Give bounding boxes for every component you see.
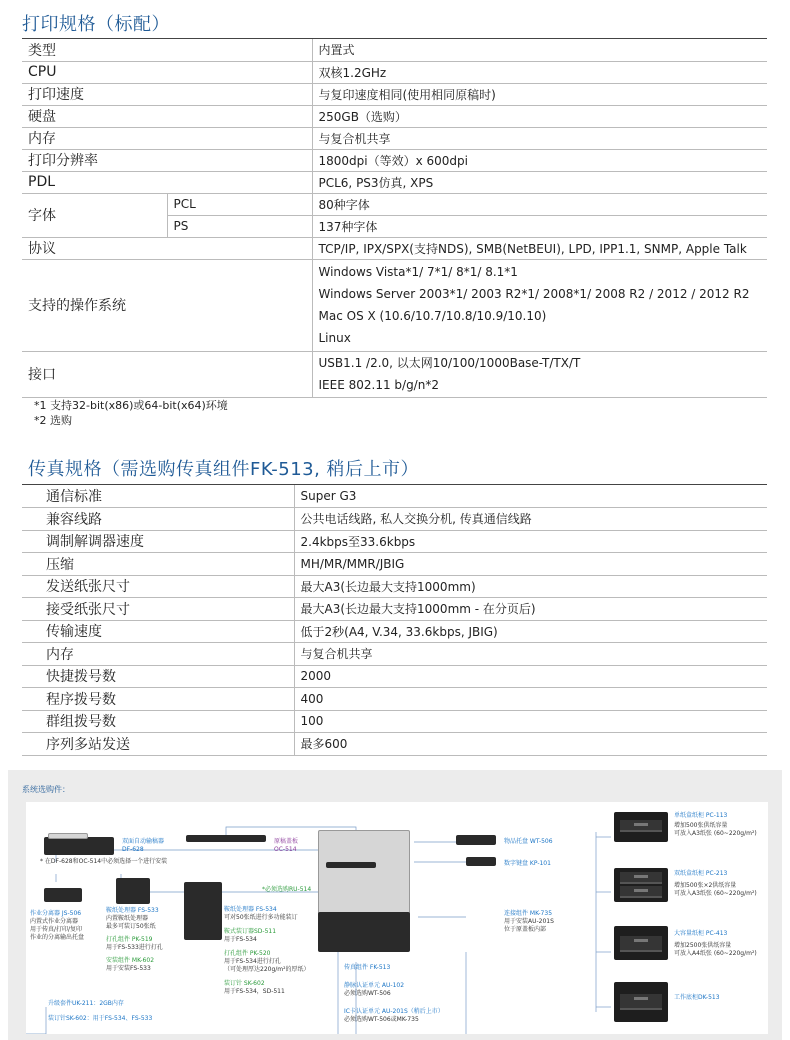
spec-value: PCL6, PS3仿真, XPS [312, 171, 767, 193]
print-spec-notes [34, 398, 228, 428]
spec-value-line: IEEE 802.11 b/g/n*2 [318, 378, 439, 392]
fax-spec-row [22, 598, 767, 621]
job-separator-image [44, 888, 82, 902]
spec-value: 公共电话线路, 私人交换分机, 传真通信线路 [294, 508, 767, 531]
fax-spec-row [22, 688, 767, 711]
mk735-desc-2: 位于原盖板内部 [504, 926, 547, 933]
fs533-title: 鞍纸处理器 FS-533 [106, 907, 159, 914]
work-tray-image [456, 835, 496, 845]
spec-key: 快捷拨号数 [22, 665, 294, 688]
uk211-label: 升级套件UK-211：2GB内存 [48, 1000, 124, 1007]
print-spec-row [22, 61, 767, 83]
pc213-desc-2: 可放入A3纸张 (60~220g/m²) [674, 890, 757, 897]
options-title: 系统选购件： [22, 785, 70, 794]
fs534-desc: 可对50张纸进行多功能装订 [224, 914, 298, 921]
print-spec-row [22, 171, 767, 193]
print-spec-row [22, 105, 767, 127]
adf-note: * 在DF-628和OC-514中必须选择一个进行安装 [40, 858, 168, 865]
spec-key: 支持的操作系统 [22, 259, 312, 351]
spec-value: 与复合机共享 [294, 643, 767, 666]
fax-spec-row [22, 665, 767, 688]
fax-spec-row [22, 575, 767, 598]
spec-value-line: USB1.1 /2.0, 以太网10/100/1000Base-T/TX/T [318, 356, 581, 370]
mfp-panel-image [326, 862, 376, 868]
dk513-label: 工作底柜DK-513 [674, 994, 720, 1001]
fax-spec-table [22, 485, 767, 756]
print-spec-row [22, 39, 767, 61]
spec-key: PDL [22, 171, 312, 193]
pk519-desc: 用于FS-533进行打孔 [106, 944, 163, 951]
work-tray-label: 物品托盘 WT-506 [504, 838, 553, 845]
fax-spec-row [22, 733, 767, 756]
spec-key: 内存 [22, 127, 312, 149]
spec-value: 最大A3(长边最大支持1000mm) [294, 575, 767, 598]
pc113-image [614, 812, 668, 842]
note-1: *1 支持32-bit(x86)或64-bit(x64)环境 [34, 399, 228, 412]
print-spec-row [22, 83, 767, 105]
print-spec-row [22, 127, 767, 149]
mk602-desc: 用于安装FS-533 [106, 965, 151, 972]
pk519-title: 打孔组件 PK-519 [106, 936, 153, 943]
spec-subkey: PCL [167, 193, 312, 215]
spec-value: Super G3 [294, 485, 767, 508]
au201s-title: IC卡认证单元 AU-201S（稍后上市） [344, 1008, 444, 1015]
print-spec-row [22, 149, 767, 171]
js506-desc-3: 作业的分离输出托盘 [30, 934, 85, 941]
keypad-label: 数字键盘 KP-101 [504, 860, 551, 867]
spec-value-line: Mac OS X (10.6/10.7/10.8/10.9/10.10) [318, 309, 547, 323]
spec-value: 2000 [294, 665, 767, 688]
pc113-desc-2: 可放入A3纸张 (60~220g/m²) [674, 830, 757, 837]
cover-name: 原稿盖板 [274, 838, 299, 845]
ru514-note: *必须选购RU-514 [262, 886, 312, 893]
cover-model: OC-514 [274, 846, 297, 853]
spec-key: 程序拨号数 [22, 688, 294, 711]
pk520-desc-2: （可处理厚达220g/m²的厚纸） [224, 966, 310, 973]
js506-desc-1: 内置式作业分离器 [30, 918, 79, 925]
spec-key: 兼容线路 [22, 508, 294, 531]
spec-key: 序列多站发送 [22, 733, 294, 756]
au102-desc: 必须选购WT-506 [344, 990, 391, 997]
spec-value: TCP/IP, IPX/SPX(支持NDS), SMB(NetBEUI), LPD, IPP1.1, SNMP, Apple Talk [312, 237, 767, 259]
fax-spec-row [22, 643, 767, 666]
sd511-desc: 用于FS-534 [224, 936, 257, 943]
options-panel [26, 802, 768, 1034]
spec-value: 双核1.2GHz [312, 61, 767, 83]
spec-subkey: PS [167, 215, 312, 237]
js506-title: 作业分离器 JS-506 [30, 910, 82, 917]
sk602-desc: 用于FS-534，SD-511 [224, 988, 285, 995]
spec-value: MH/MR/MMR/JBIG [294, 553, 767, 576]
spec-value: 1800dpi（等效）x 600dpi [312, 149, 767, 171]
spec-key: 接口 [22, 351, 312, 397]
spec-value: 80种字体 [312, 193, 767, 215]
fax-spec-row [22, 710, 767, 733]
fax-spec-row [22, 508, 767, 531]
spec-key: CPU [22, 61, 312, 83]
spec-value: 100 [294, 710, 767, 733]
sd511-title: 鞍式装订器SD-511 [224, 928, 277, 935]
spec-key: 群组拨号数 [22, 710, 294, 733]
fax-spec-row [22, 553, 767, 576]
spec-value: 低于2秒(A4, V.34, 33.6kbps, JBIG) [294, 620, 767, 643]
pk520-title: 打孔组件 PK-520 [224, 950, 271, 957]
spec-value: 400 [294, 688, 767, 711]
mfp-base-image [318, 912, 410, 952]
sk602-title: 装订针 SK-602 [224, 980, 265, 987]
print-spec-row [22, 237, 767, 259]
pk520-desc-1: 用于FS-534进行打孔 [224, 958, 281, 965]
spec-key: 字体 [22, 193, 167, 237]
pc213-title: 双纸盒纸柜 PC-213 [674, 870, 728, 877]
js506-desc-2: 用于传真/打印/复印 [30, 926, 83, 933]
print-spec-row [22, 259, 767, 351]
spec-value: 最多600 [294, 733, 767, 756]
spec-key: 类型 [22, 39, 312, 61]
mk602-title: 安装组件 MK-602 [106, 957, 155, 964]
fs533-desc-2: 最多可装订50张纸 [106, 923, 156, 930]
print-spec-title: 打印规格（标配） [22, 14, 170, 35]
spec-key: 压缩 [22, 553, 294, 576]
au102-title: 静脉认证单元 AU-102 [344, 982, 405, 989]
pc113-title: 单纸盒纸柜 PC-113 [674, 812, 728, 819]
spec-value [312, 259, 767, 351]
spec-value: 与复合机共享 [312, 127, 767, 149]
print-spec-row [22, 351, 767, 397]
keypad-image [466, 857, 496, 866]
pc413-desc-2: 可放入A4纸张 (60~220g/m²) [674, 950, 757, 957]
fs534-image [184, 882, 222, 940]
adf-name: 双面自动输稿器 [122, 838, 165, 845]
pc413-desc-1: 增加2500张供纸容量 [674, 942, 732, 949]
spec-key: 打印分辨率 [22, 149, 312, 171]
fax-spec-title: 传真规格（需选购传真组件FK-513, 稍后上市） [28, 459, 420, 480]
spec-value: 137种字体 [312, 215, 767, 237]
spec-key: 内存 [22, 643, 294, 666]
system-options-diagram [8, 770, 782, 1040]
spec-value-line: Linux [318, 331, 351, 345]
dk513-image [614, 982, 668, 1022]
pc213-desc-1: 增加500张×2供纸容量 [674, 882, 737, 889]
spec-value-line: Windows Server 2003*1/ 2003 R2*1/ 2008*1/ 2008 R2 / 2012 / 2012 R2 [318, 287, 750, 301]
fax-spec-row [22, 485, 767, 508]
spec-value: 2.4kbps至33.6kbps [294, 530, 767, 553]
fs534-title: 鞍纸处理器 FS-534 [224, 906, 277, 913]
spec-value: 内置式 [312, 39, 767, 61]
spec-value: 与复印速度相同(使用相同原稿时) [312, 83, 767, 105]
pc413-image [614, 926, 668, 960]
adf-model: DF-628 [122, 846, 144, 853]
fax-spec-row [22, 530, 767, 553]
adf-tray-image [48, 833, 88, 839]
mk735-title: 连接组件 MK-735 [504, 910, 553, 917]
spec-key: 打印速度 [22, 83, 312, 105]
spec-key: 通信标准 [22, 485, 294, 508]
print-spec-row [22, 193, 767, 215]
spec-value: 最大A3(长边最大支持1000mm - 在分页后) [294, 598, 767, 621]
fs533-desc-1: 内置鞍纸处理器 [106, 915, 149, 922]
pc413-title: 大容量纸柜 PC-413 [674, 930, 728, 937]
spec-value: 250GB（选购） [312, 105, 767, 127]
spec-key: 传输速度 [22, 620, 294, 643]
sk602-stapler-label: 装订针SK-602：用于FS-534、FS-533 [48, 1015, 153, 1022]
note-2: *2 选购 [34, 414, 72, 427]
fk513-label: 传真组件 FK-513 [344, 964, 391, 971]
spec-key: 协议 [22, 237, 312, 259]
pc213-image [614, 868, 668, 902]
spec-value [312, 351, 767, 397]
adf-unit-image [44, 837, 114, 855]
spec-key: 接受纸张尺寸 [22, 598, 294, 621]
print-spec-table [22, 39, 767, 398]
fs533-image [116, 878, 150, 904]
spec-key: 硬盘 [22, 105, 312, 127]
mk735-desc-1: 用于安装AU-201S [504, 918, 554, 925]
spec-key: 调制解调器速度 [22, 530, 294, 553]
au201s-desc: 必须选购WT-506或MK-735 [344, 1016, 419, 1023]
fax-spec-row [22, 620, 767, 643]
spec-key: 发送纸张尺寸 [22, 575, 294, 598]
cover-unit-image [186, 835, 266, 842]
spec-value-line: Windows Vista*1/ 7*1/ 8*1/ 8.1*1 [318, 265, 518, 279]
pc113-desc-1: 增加500张供纸容量 [674, 822, 728, 829]
